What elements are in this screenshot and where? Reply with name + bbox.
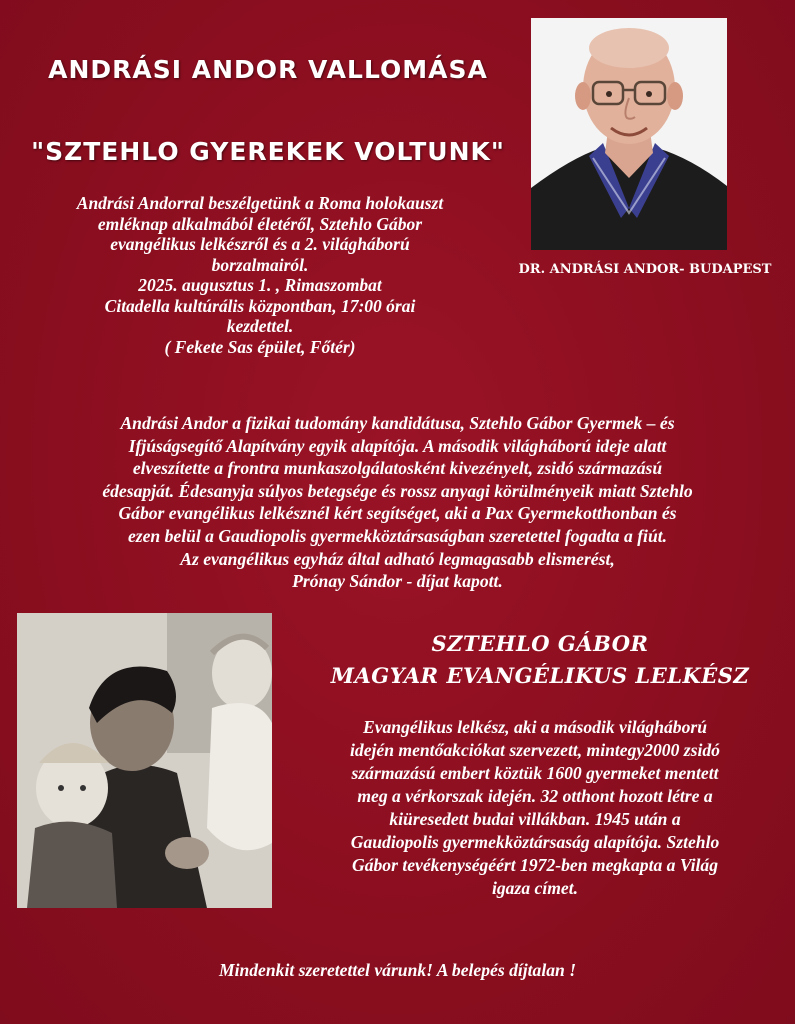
intro-line: Andrási Andorral beszélgetünk a Roma holokauszt xyxy=(76,193,444,213)
bio-line: Gábor evangélikus lelkésznél kért segítséget, aki a Pax Gyermekotthonban és xyxy=(118,503,677,524)
sztehlo-heading xyxy=(290,628,790,692)
sztehlo-title: MAGYAR EVANGÉLIKUS LELKÉSZ xyxy=(330,663,750,688)
poster-subtitle: "SZTEHLO GYEREKEK VOLTUNK" xyxy=(31,137,505,166)
event-time: kezdettel. xyxy=(226,316,294,336)
historical-photo xyxy=(17,613,272,908)
bio-line: Ifjúságsegítő Alapítvány egyik alapítója. A második világháború ideje alatt xyxy=(128,435,667,456)
sztehlo-description xyxy=(295,716,775,900)
sztehlo-line: igaza címet. xyxy=(491,878,578,898)
intro-line: borzalmairól. xyxy=(211,254,309,275)
event-location: ( Fekete Sas épület, Főtér) xyxy=(164,336,356,357)
portrait-photo xyxy=(531,18,727,250)
event-venue: Citadella kultúrális központban, 17:00 órai xyxy=(104,295,416,316)
sztehlo-line: származású embert köztük 1600 gyermeket mentett xyxy=(351,763,719,783)
bio-line: Az evangélikus egyház által adható legmagasabb elismerést, xyxy=(180,548,615,569)
bio-line: Andrási Andor a fizikai tudomány kandidátusa, Sztehlo Gábor Gyermek – és xyxy=(120,413,675,433)
sztehlo-line: meg a vérkorszak idején. 32 otthont hozott létre a xyxy=(357,786,713,806)
sztehlo-line: Gábor tevékenységéért 1972-ben megkapta a Világ xyxy=(352,855,718,875)
sztehlo-line: idején mentőakciókat szervezett, mintegy2000 zsidó xyxy=(350,740,720,760)
bio-line: édesapját. Édesanyja súlyos betegsége és rossz anyagi körülményeik miatt Sztehlo xyxy=(102,480,693,501)
intro-line: evangélikus lelkészről és a 2. világháború xyxy=(110,234,410,254)
event-intro xyxy=(0,193,520,357)
portrait-caption: DR. ANDRÁSI ANDOR- BUDAPEST xyxy=(518,262,772,277)
event-date: 2025. augusztus 1. , Rimaszombat xyxy=(138,275,382,295)
poster-title: ANDRÁSI ANDOR VALLOMÁSA xyxy=(48,55,488,84)
bio-line: Prónay Sándor - díjat kapott. xyxy=(292,571,503,592)
sztehlo-line: kiüresedett budai villákban. 1945 után a xyxy=(389,809,681,829)
closing-invitation: Mindenkit szeretettel várunk! A belepés díjtalan ! xyxy=(218,960,577,980)
intro-line: emléknap alkalmából életéről, Sztehlo Gábor xyxy=(97,213,423,234)
sztehlo-line: Evangélikus lelkész, aki a második világháború xyxy=(362,717,708,737)
biography xyxy=(20,412,775,593)
bio-line: elveszítette a frontra munkaszolgálatosként kivezényelt, zsidó származású xyxy=(132,458,663,479)
bio-line: ezen belül a Gaudiopolis gyermekköztársaságban szeretettel fogadta a fiút. xyxy=(127,525,668,546)
sztehlo-line: Gaudiopolis gyermekköztársaság alapítója. Sztehlo xyxy=(350,832,720,852)
sztehlo-name: SZTEHLO GÁBOR xyxy=(431,631,649,656)
